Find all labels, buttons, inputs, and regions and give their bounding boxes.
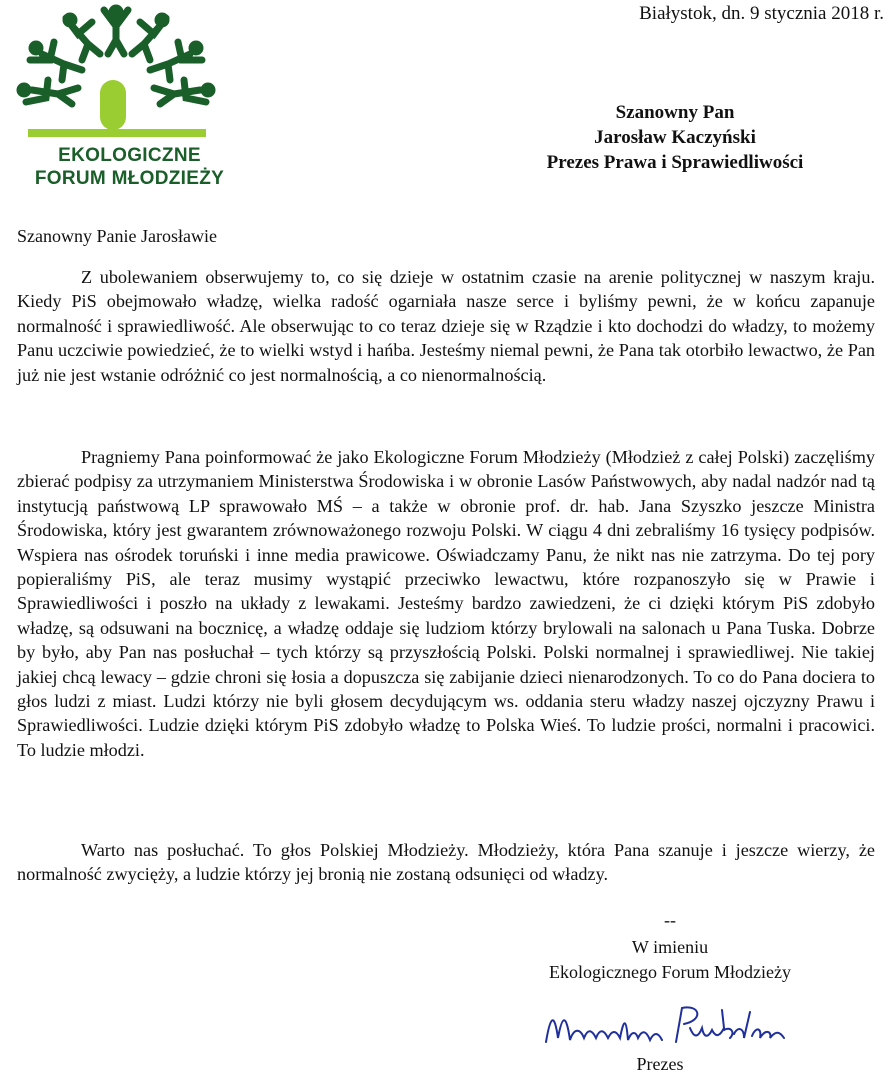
tree-trunk	[100, 80, 126, 130]
letter-date: Białystok, dn. 9 stycznia 2018 r.	[639, 3, 884, 24]
handwritten-signature	[540, 998, 800, 1054]
addressee-title: Prezes Prawa i Sprawiedliwości	[546, 152, 804, 173]
addressee-greeting: Szanowny Pan	[615, 102, 735, 123]
closing-dashes: --	[664, 910, 676, 930]
logo-text-line2: FORUM MŁODZIEŻY	[34, 168, 225, 189]
closing-organization: Ekologicznego Forum Młodzieży	[549, 962, 791, 982]
addressee-name: Jarosław Kaczyński	[594, 127, 756, 148]
salutation: Szanowny Panie Jarosławie	[17, 226, 217, 246]
addressee-block	[470, 100, 880, 175]
tree-base	[28, 129, 206, 137]
tree-of-people-icon	[12, 2, 222, 142]
signatory-role: Prezes	[636, 1054, 684, 1074]
logo-text-line1: EKOLOGICZNE	[58, 145, 201, 166]
body-paragraph-1: Z ubolewaniem obserwujemy to, co się dzieje w ostatnim czasie na arenie politycznej w naszym kraju. Kiedy PiS obejmowało władzę, wielka radość ogarniała nasze serce i byliśmy pewni, że w końcu zapanuje normalność i sprawiedliwość. Ale obserwując to co teraz dzieje się w Rządzie i kto dochodzi do władzy, to możemy Panu uczciwie powiedzieć, że to wielki wstyd i hańba. Jesteśmy niemal pewni, że Pana tak otorbiło lewactwo, że Pan już nie jest wstanie odróżnić co jest normalnością, a co nienormalnością.	[17, 267, 875, 385]
closing-on-behalf: W imieniu	[631, 937, 709, 957]
organization-logo	[12, 2, 225, 192]
body-paragraph-3: Warto nas posłuchać. To głos Polskiej Młodzieży. Młodzieży, która Pana szanuje i jeszcze wierzy, że normalność zwycięży, a ludzie którzy jej bronią nie zostaną odsunięci od władzy.	[17, 840, 875, 885]
body-paragraph-2: Pragniemy Pana poinformować że jako Ekologiczne Forum Młodzieży (Młodzież z całej Polski) zaczęliśmy zbierać podpisy za utrzymaniem Ministerstwa Środowiska i w obronie Lasów Państwowych, aby nadal nadzór nad tą instytucją państwową LP sprawowało MŚ – a także w obronie prof. dr. hab. Jana Szyszko jeszcze Ministra Środowiska, który jest gwarantem zrównoważonego rozwoju Polski. W ciągu 4 dni zebraliśmy 16 tysięcy podpisów. Wspiera nas ośrodek toruński i inne media prawicowe. Oświadczamy Panu, że nikt nas nie zatrzyma. Do tej pory popieraliśmy PiS, ale teraz musimy wystąpić przeciwko lewactwu, które rozpanoszyło się w Prawie i Sprawiedliwości i poszło na układy z lewakami. Jesteśmy bardzo zawiedzeni, że ci dzięki którym PiS zdobyło władzę, są odsuwani na bocznicę, a władzę oddaje się ludziom którzy brylowali na salonach u Pana Tuska. Dobrze by było, aby Pan nas posłuchał – tych którzy są przyszłością Polski. Polski normalnej i sprawiedliwej. Nie takiej jakiej chcą lewacy – gdzie chroni się łosia a dopuszcza się zabijanie dzieci nienarodzonych. To co do Pana dociera to głos ludzi z miast. Ludzi którzy nie byli głosem decydującym ws. oddania steru władzy naszej ojczyzny Prawu i Sprawiedliwości. Ludzie dzięki którym PiS zdobyło władzę to Polska Wieś. To ludzie prości, normalni i pracowici. To ludzie młodzi.	[17, 447, 875, 760]
